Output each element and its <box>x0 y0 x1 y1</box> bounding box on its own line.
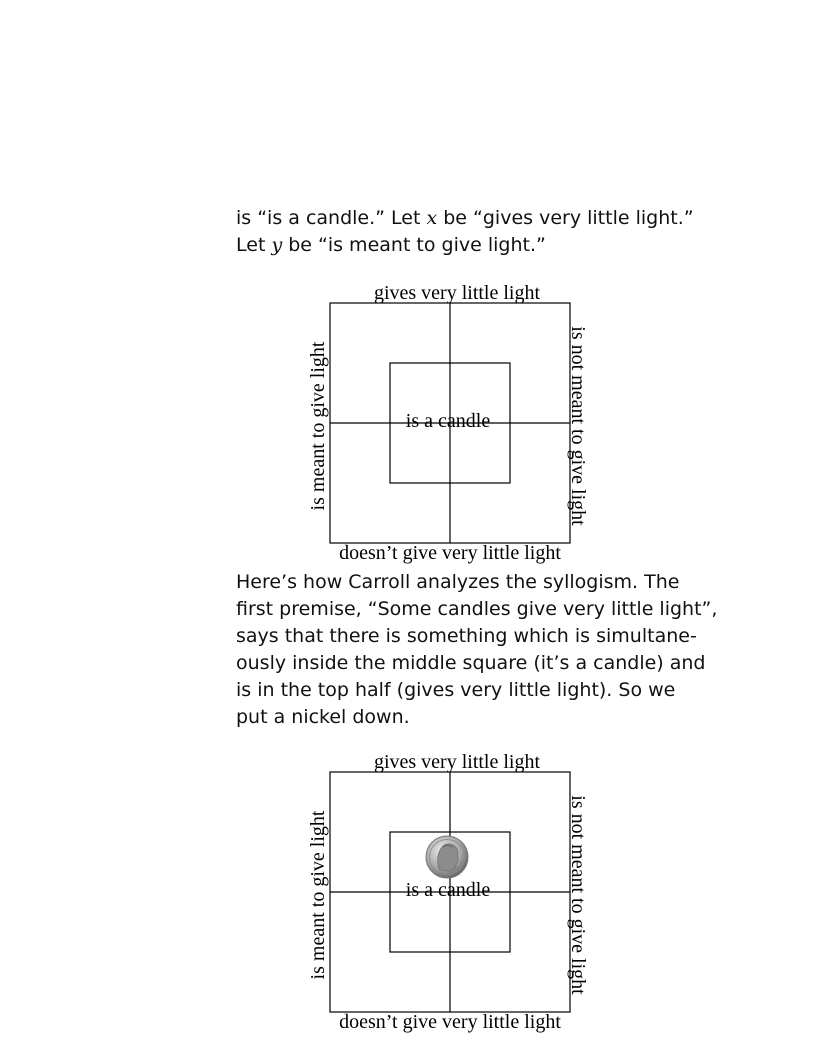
intro-line-1: is “is a candle.” Let x be “gives very little light.” <box>236 207 694 229</box>
variable-y: y <box>271 234 283 256</box>
carroll-diagram-1 <box>300 280 600 564</box>
label-right: is not meant to give light <box>567 326 589 526</box>
label-top: gives very little light <box>373 282 541 304</box>
label-left: is meant to give light <box>307 810 329 980</box>
diagram-2-svg <box>300 749 600 1033</box>
analysis-line: first premise, “Some candles give very little light”, <box>236 598 718 620</box>
label-bottom: doesn’t give very little light <box>339 1011 561 1033</box>
nickel-icon <box>426 836 468 878</box>
analysis-line: is in the top half (gives very little light). So we <box>236 679 676 701</box>
carroll-diagram-2 <box>300 749 600 1033</box>
label-left: is meant to give light <box>307 341 329 511</box>
label-center: is a candle <box>405 410 491 432</box>
analysis-line: Here’s how Carroll analyzes the syllogism. The <box>236 571 680 593</box>
analysis-line: put a nickel down. <box>236 706 410 728</box>
label-right: is not meant to give light <box>567 795 589 995</box>
label-top: gives very little light <box>373 751 541 773</box>
label-center: is a candle <box>405 879 491 901</box>
diagram-1-svg <box>300 280 600 564</box>
analysis-paragraph <box>236 569 718 731</box>
label-bottom: doesn’t give very little light <box>339 542 561 564</box>
intro-paragraph <box>236 205 694 259</box>
variable-x: x <box>426 207 438 229</box>
intro-line-2: Let y be “is meant to give light.” <box>236 234 546 256</box>
analysis-line: ously inside the middle square (it’s a candle) and <box>236 652 706 674</box>
analysis-line: says that there is something which is simultane- <box>236 625 697 647</box>
